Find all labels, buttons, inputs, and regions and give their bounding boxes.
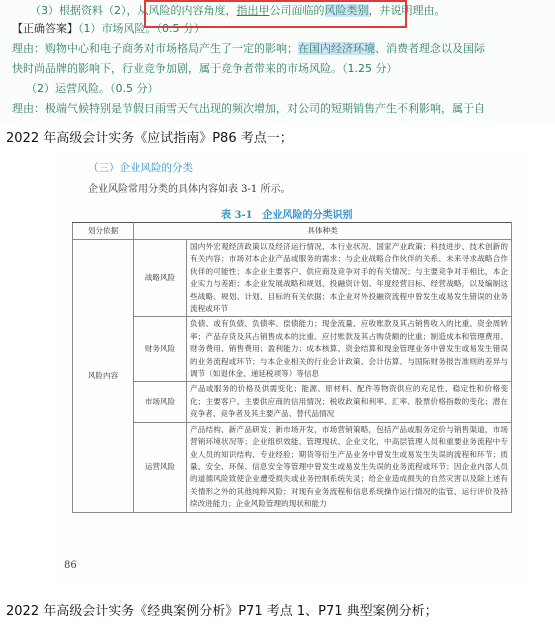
reason-line-1 (12, 40, 485, 57)
table-row (73, 382, 512, 422)
risk-desc-cell: 产品或服务的价格及供需变化；能源、原材料、配件等物资供应的充足性、稳定性和价格变化；主要客户、主要供应商的信用情况；税收政策和利率、汇率、股票价格指数的变化；潜在竞争者、竞争者及其主要产品、替代品情况 (187, 382, 512, 422)
risk-table (72, 222, 512, 513)
column-header-types: 具体种类 (134, 223, 512, 240)
reason-line-2: 快时尚品牌的影响下，行业竞争加剧，属于竞争者带来的市场风险。（1.25 分） (12, 62, 398, 75)
page-number: 86 (64, 560, 77, 571)
table-title: 表 3-1 企业风险的分类识别 (221, 210, 353, 221)
question-boxed-underlined: 指出甲 (236, 4, 270, 17)
reason-text-a: 理由：购物中心和电子商务对市场格局产生了一定的影响； (12, 42, 298, 55)
section-title: （三）企业风险的分类 (88, 162, 193, 174)
intro-text: 企业风险常用分类的具体内容如表 3-1 所示。 (88, 184, 291, 195)
reason-highlight: 在国内经济环境 (298, 42, 375, 55)
question-prefix: （3）根据资料（2）， (30, 4, 138, 17)
risk-name-cell: 财务风险 (134, 317, 187, 382)
question-boxed-a: 从风险的内容角度， (137, 4, 237, 17)
risk-desc-cell: 负债、或有负债、负债率、偿债能力；现金流量、应收账款及其占销售收入的比重、资金周转率；产品存货及其占销售成本的比重、应付账款及其占购货额的比重；制造成本和管理费用、财务费用、销售费用；盈利能力；成本核算、资金结算和现金管理业务中曾发生或易发生错误的业务流程或环节；与本企业相关的行业会计政策、会计估算、与国际财务报告准则的差异与调节（如退休金、递延税项等）等信息 (187, 317, 512, 382)
column-header-basis: 划分依据 (73, 223, 134, 240)
answer-text: （1）市场风险。（0.5 分） (78, 22, 205, 35)
risk-desc-cell: 国内外宏观经济政策以及经济运行情况、本行业状况、国家产业政策；科技进步、技术创新的有关内容；市场对本企业产品或服务的需求；与企业战略合作伙伴的关系、未来寻求战略合作伙伴的可能性；本企业主要客户、供应商及竞争对手的有关情况；与主要竞争对手相比，本企业实力与差距；本企业发展战略和规划、投融资计划、年度经营目标、经营战略，以及编制这些战略、规划、计划、目标的有关依据；本企业对外投融资流程中曾发生或易发生错误的业务流程或环节 (187, 240, 512, 317)
answer-line-2: （2）运营风险。（0.5 分） (26, 82, 159, 95)
table-row (73, 422, 512, 512)
group-cell: 风险内容 (73, 240, 134, 513)
reference-heading-1: 2022 年高级会计实务《应试指南》P86 考点一； (6, 131, 293, 146)
risk-name-cell: 市场风险 (134, 382, 187, 422)
answer-excerpt (0, 0, 555, 122)
table-row (73, 240, 512, 317)
reason-text-b: 、消费者理念以及国际 (375, 42, 485, 55)
textbook-scan (56, 150, 526, 586)
question-suffix: ，并说明理由。 (368, 4, 446, 17)
answer-line (12, 20, 205, 37)
risk-desc-cell: 产品结构、新产品研发；新市场开发，市场营销策略，包括产品或服务定价与销售渠道，市场营销环境状况等；企业组织效能、管理现状、企业文化，中高层管理人员和重要业务流程中专业人员的知识结构、专业经验；期货等衍生产品业务中曾发生或易发生失误的流程和环节；质量、安全、环保、信息安全等管理中曾发生或易发生失误的业务流程或环节；因企业内部人员的道德风险致使企业遭受损失或业务控制系统失灵；给企业造成损失的自然灾害以及除上述有关情形之外的其他纯粹风险；对现有业务流程和信息系统操作运行情况的监管、运行评价及持续改进能力；企业风险管理的现状和能力 (187, 422, 512, 512)
question-boxed-highlight: 风险类别 (324, 4, 369, 17)
risk-name-cell: 运营风险 (134, 422, 187, 512)
answer-tag: 【正确答案】 (12, 22, 78, 35)
risk-name-cell: 战略风险 (134, 240, 187, 317)
table-row (73, 317, 512, 382)
question-boxed-c: 公司面临的 (269, 4, 325, 17)
reference-heading-2: 2022 年高级会计实务《经典案例分析》P71 考点 1、P71 典型案例分析； (6, 604, 438, 619)
reason-line-3: 理由：极端气候特别是节假日雨雪天气出现的频次增加，对公司的短期销售产生不利影响，属于自 (12, 102, 485, 115)
